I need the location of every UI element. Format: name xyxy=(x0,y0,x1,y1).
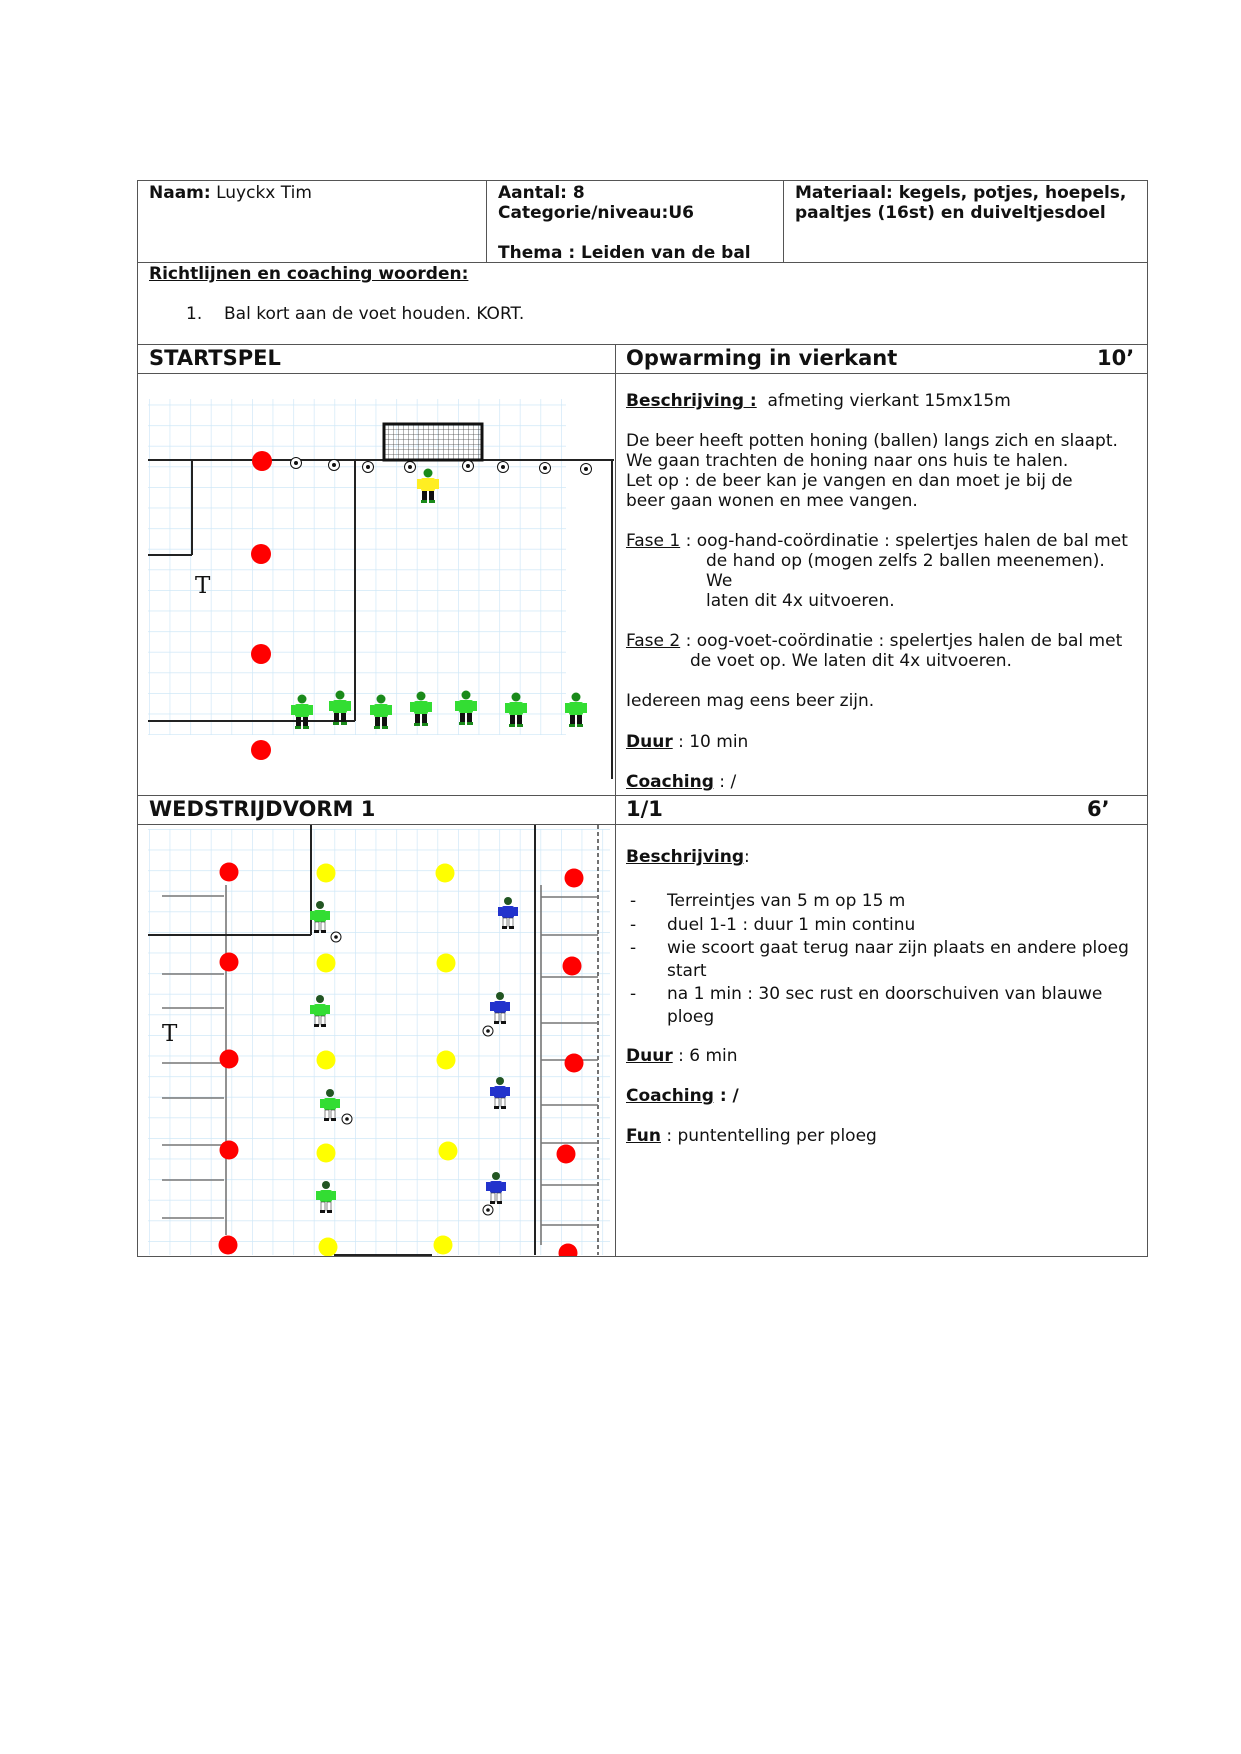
list-dash: - xyxy=(630,891,637,911)
startspel-fase2-line2: de voet op. We laten dit 4x uitvoeren. xyxy=(690,651,1012,671)
categorie-field: Categorie/niveau:U6 xyxy=(498,203,694,223)
list-item-text: duel 1-1 : duur 1 min continu xyxy=(667,915,916,935)
wedstrijdvorm-title: 1/1 xyxy=(626,797,663,821)
startspel-description xyxy=(626,391,1136,792)
wedstrijdvorm-duur xyxy=(626,1046,738,1066)
list-item xyxy=(626,984,1141,1030)
list-item xyxy=(626,938,1141,984)
startspel-beschrijving-value: afmeting vierkant 15mx15m xyxy=(767,391,1011,411)
wedstrijdvorm-coaching-value: : / xyxy=(713,1086,739,1106)
startspel-para1-line2: We gaan trachten de honing naar ons huis te halen. xyxy=(626,451,1069,471)
list-item-text: ploeg xyxy=(667,1007,715,1027)
naam-label: Naam: xyxy=(149,183,211,203)
wedstrijdvorm-fun-label: Fun xyxy=(626,1126,661,1146)
wedstrijdvorm-label: WEDSTRIJDVORM 1 xyxy=(149,797,376,821)
list-item-text: na 1 min : 30 sec rust en doorschuiven van blauwe xyxy=(667,984,1103,1004)
goal-icon xyxy=(384,424,482,460)
startspel-fase1-label: Fase 1 xyxy=(626,531,681,551)
materiaal-line-1: Materiaal: kegels, potjes, hoepels, xyxy=(795,183,1127,203)
startspel-iedereen: Iedereen mag eens beer zijn. xyxy=(626,691,875,711)
list-dash: - xyxy=(630,915,637,935)
wedstrijdvorm-time: 6’ xyxy=(1087,797,1110,821)
wedstrijdvorm-fun xyxy=(626,1126,877,1146)
wedstrijdvorm-coaching-label: Coaching xyxy=(626,1086,714,1106)
wedstrijdvorm-diagram-marker: T xyxy=(162,1021,178,1047)
startspel-diagram xyxy=(138,374,614,795)
startspel-fase1-line2: de hand op (mogen zelfs 2 ballen meenemen). We xyxy=(706,551,1105,591)
startspel-label: STARTSPEL xyxy=(149,346,281,370)
wedstrijdvorm-duur-value: : 6 min xyxy=(678,1046,738,1066)
list-item xyxy=(626,891,1141,915)
wedstrijdvorm-fun-value: : puntentelling per ploeg xyxy=(660,1126,877,1146)
thema-field: Thema : Leiden van de bal xyxy=(498,243,751,263)
richtlijnen-title: Richtlijnen en coaching woorden: xyxy=(149,264,469,284)
wedstrijdvorm-list xyxy=(626,891,1141,1030)
list-item xyxy=(626,915,1141,938)
richtlijnen-item-text: Bal kort aan de voet houden. KORT. xyxy=(224,304,525,324)
list-item-text: Terreintjes van 5 m op 15 m xyxy=(667,891,906,911)
richtlijnen-item-number: 1. xyxy=(186,304,203,324)
wedstrijdvorm-diagram xyxy=(138,825,614,1256)
list-item-text: wie scoort gaat terug naar zijn plaats en andere ploeg xyxy=(667,938,1129,958)
startspel-time: 10’ xyxy=(1097,346,1135,370)
startspel-fase1-line1: : oog-hand-coördinatie : spelertjes halen de bal met xyxy=(680,531,1128,551)
list-dash: - xyxy=(630,984,637,1004)
startspel-fase2-label: Fase 2 xyxy=(626,631,681,651)
wedstrijdvorm-duur-label: Duur xyxy=(626,1046,673,1066)
naam-value: Luyckx Tim xyxy=(216,183,312,203)
list-dash: - xyxy=(630,938,637,958)
aantal-field: Aantal: 8 xyxy=(498,183,585,203)
startspel-duur-label: Duur xyxy=(626,732,673,752)
startspel-fase1-line3: laten dit 4x uitvoeren. xyxy=(706,591,895,611)
startspel-diagram-marker: T xyxy=(195,573,211,599)
naam-field xyxy=(149,183,312,203)
startspel-coaching-value: : / xyxy=(713,772,737,792)
startspel-beschrijving-label: Beschrijving : xyxy=(626,391,757,411)
startspel-para1-line1: De beer heeft potten honing (ballen) langs zich en slaapt. xyxy=(626,431,1118,451)
wedstrijdvorm-description xyxy=(626,847,1136,867)
materiaal-line-2: paaltjes (16st) en duiveltjesdoel xyxy=(795,203,1106,223)
startspel-para1-line3: Let op : de beer kan je vangen en dan moet je bij de xyxy=(626,471,1073,491)
startspel-para1-line4: beer gaan wonen en mee vangen. xyxy=(626,491,918,511)
startspel-coaching-label: Coaching xyxy=(626,772,714,792)
startspel-fase2-line1: : oog-voet-coördinatie : spelertjes halen de bal met xyxy=(685,631,1123,651)
wedstrijdvorm-beschrijving-label: Beschrijving xyxy=(626,847,745,867)
list-item-text: start xyxy=(667,961,707,981)
startspel-duur-value: : 10 min xyxy=(678,732,749,752)
startspel-title: Opwarming in vierkant xyxy=(626,346,898,370)
wedstrijdvorm-beschrijving-colon: : xyxy=(744,847,750,867)
wedstrijdvorm-coaching xyxy=(626,1086,739,1106)
